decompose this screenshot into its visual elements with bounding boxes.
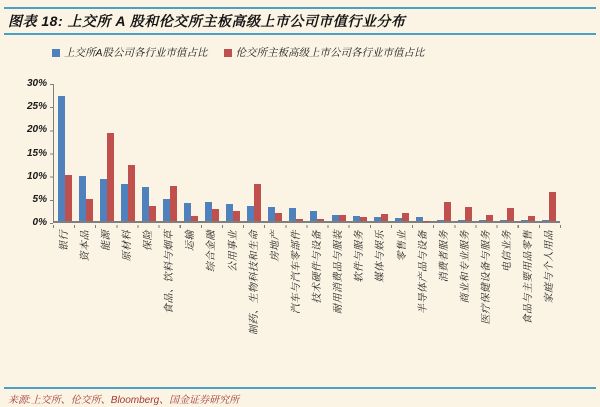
bar xyxy=(247,206,254,221)
x-axis-label-cell xyxy=(433,227,454,383)
x-axis-label: 能源 xyxy=(100,230,112,251)
bar xyxy=(149,206,156,221)
x-axis-label: 耐用消费品与服装 xyxy=(333,230,345,314)
bar xyxy=(163,199,170,221)
x-axis-label-cell xyxy=(264,227,285,383)
bar-group xyxy=(223,84,244,221)
bar-group xyxy=(349,84,370,221)
bar-group xyxy=(138,84,159,221)
bar xyxy=(381,214,388,221)
bar-group xyxy=(159,84,180,221)
bar xyxy=(444,202,451,221)
chart-title: 图表 18: 上交所 A 股和伦交所主板高级上市公司市值行业分布 xyxy=(8,13,406,29)
y-axis-tick-label: 20% xyxy=(26,124,47,136)
legend-item-sse xyxy=(52,45,208,60)
x-axis-label: 家庭与个人用品 xyxy=(544,230,556,304)
x-axis-labels xyxy=(53,227,560,383)
x-axis-label: 消费者服务 xyxy=(438,230,450,283)
x-axis-label: 保险 xyxy=(143,230,155,251)
x-axis-label-cell xyxy=(180,227,201,383)
top-rule-line xyxy=(4,7,596,9)
bar xyxy=(486,215,493,221)
bar xyxy=(423,221,430,222)
x-axis-label-cell xyxy=(53,227,74,383)
x-axis-label: 汽车与汽车零部件 xyxy=(290,230,302,314)
y-axis-tick-label: 0% xyxy=(32,217,47,228)
title-underline-rule xyxy=(4,33,596,35)
bar xyxy=(58,96,65,221)
legend-label-lse: 伦交所主板高级上市公司各行业市值占比 xyxy=(235,47,425,59)
bar-group xyxy=(454,84,475,221)
bar-group xyxy=(476,84,497,221)
x-axis-label-cell xyxy=(307,227,328,383)
bar xyxy=(360,217,367,221)
bar xyxy=(507,208,514,221)
bar xyxy=(79,176,86,221)
x-axis-label: 食品与主要用品零售 xyxy=(523,230,535,325)
bar xyxy=(289,208,296,221)
bar-group xyxy=(433,84,454,221)
x-axis-label: 食品、饮料与烟草 xyxy=(164,230,176,314)
x-axis-label: 软件与服务 xyxy=(354,230,366,283)
x-axis-label-cell xyxy=(476,227,497,383)
x-axis-label: 原材料 xyxy=(121,230,133,262)
bar xyxy=(339,215,346,222)
bar xyxy=(458,220,465,221)
x-axis-label: 银行 xyxy=(58,230,70,251)
x-axis-label: 商业和专业服务 xyxy=(459,230,471,304)
x-axis-label: 技术硬件与设备 xyxy=(312,230,324,304)
bar xyxy=(465,207,472,221)
x-axis-label-cell xyxy=(201,227,222,383)
y-axis-tick-label: 15% xyxy=(26,147,47,159)
x-axis-label: 资本品 xyxy=(79,230,91,262)
bar xyxy=(416,217,423,221)
bar xyxy=(142,187,149,221)
bar xyxy=(528,216,535,221)
x-axis-label-cell xyxy=(454,227,475,383)
bar-group xyxy=(307,84,328,221)
bar xyxy=(191,216,198,221)
x-axis-label-cell xyxy=(74,227,95,383)
y-axis-labels xyxy=(0,78,50,228)
bar-group xyxy=(286,84,307,221)
bar xyxy=(296,219,303,221)
x-axis-label-cell xyxy=(243,227,264,383)
bar-group xyxy=(539,84,560,221)
y-axis-tick-label: 10% xyxy=(26,170,47,182)
bar xyxy=(233,211,240,221)
legend-swatch xyxy=(52,49,60,57)
x-axis-label: 制药、生物科技和生命 xyxy=(248,230,260,335)
bar xyxy=(374,217,381,221)
bar xyxy=(205,202,212,221)
bar xyxy=(86,199,93,221)
plot-area xyxy=(53,84,560,223)
x-axis-label-cell xyxy=(116,227,137,383)
bar xyxy=(121,184,128,221)
bar xyxy=(521,220,528,221)
x-axis-label: 半导体产品与设备 xyxy=(417,230,429,314)
y-axis-tick-label: 25% xyxy=(26,101,47,113)
bar xyxy=(317,219,324,221)
legend-swatch xyxy=(224,49,232,57)
x-axis-label-cell xyxy=(518,227,539,383)
x-axis-label: 综合金融 xyxy=(206,230,218,272)
bar xyxy=(212,209,219,222)
bar xyxy=(332,215,339,221)
source-note: 来源:上交所、伦交所、Bloomberg、国金证券研究所 xyxy=(8,395,240,406)
bar-group xyxy=(117,84,138,221)
bar xyxy=(402,213,409,221)
bar-group xyxy=(244,84,265,221)
bar xyxy=(353,216,360,221)
bar xyxy=(128,165,135,222)
x-axis-label: 媒体与娱乐 xyxy=(375,230,387,283)
bar-group xyxy=(96,84,117,221)
x-axis-label-cell xyxy=(159,227,180,383)
bar xyxy=(170,186,177,221)
y-axis-tick-label: 5% xyxy=(32,193,47,205)
x-axis-label-cell xyxy=(328,227,349,383)
x-axis-label-cell xyxy=(349,227,370,383)
x-axis-label-cell xyxy=(497,227,518,383)
footer-rule-line xyxy=(4,387,596,389)
bar xyxy=(184,203,191,221)
bar xyxy=(65,175,72,221)
bar xyxy=(275,213,282,221)
bar xyxy=(479,220,486,221)
x-axis-label-cell xyxy=(285,227,306,383)
bar-group xyxy=(75,84,96,221)
bar-group xyxy=(328,84,349,221)
x-axis-label-cell xyxy=(539,227,560,383)
x-axis-label-cell xyxy=(391,227,412,383)
x-axis-label: 零售业 xyxy=(396,230,408,262)
x-axis-label: 公用事业 xyxy=(227,230,239,272)
bar-group xyxy=(265,84,286,221)
x-axis-label-cell xyxy=(222,227,243,383)
bar xyxy=(500,220,507,221)
x-axis-label-cell xyxy=(370,227,391,383)
bar xyxy=(254,184,261,221)
bar xyxy=(437,220,444,221)
x-axis-label: 医疗保健设备与服务 xyxy=(481,230,493,325)
bar-group xyxy=(180,84,201,221)
bar xyxy=(107,133,114,221)
x-axis-label-cell xyxy=(412,227,433,383)
bar xyxy=(268,207,275,221)
legend-item-lse xyxy=(224,45,425,60)
bar xyxy=(395,218,402,221)
bar-group xyxy=(370,84,391,221)
bar xyxy=(226,204,233,221)
bar-group xyxy=(412,84,433,221)
bar xyxy=(100,179,107,221)
x-axis-label: 运输 xyxy=(185,230,197,251)
bar-group xyxy=(54,84,75,221)
legend-label-sse: 上交所A股公司各行业市值占比 xyxy=(64,47,208,59)
bar-group xyxy=(391,84,412,221)
x-axis-label: 房地产 xyxy=(269,230,281,262)
x-axis-label-cell xyxy=(138,227,159,383)
y-axis-tick-label: 30% xyxy=(26,78,47,89)
x-axis-label: 电信业务 xyxy=(502,230,514,272)
bar-group xyxy=(202,84,223,221)
legend xyxy=(52,45,425,60)
bar xyxy=(542,220,549,221)
bar xyxy=(549,192,556,221)
bar xyxy=(310,211,317,221)
bar-group xyxy=(518,84,539,221)
bar-group xyxy=(497,84,518,221)
x-axis-label-cell xyxy=(95,227,116,383)
